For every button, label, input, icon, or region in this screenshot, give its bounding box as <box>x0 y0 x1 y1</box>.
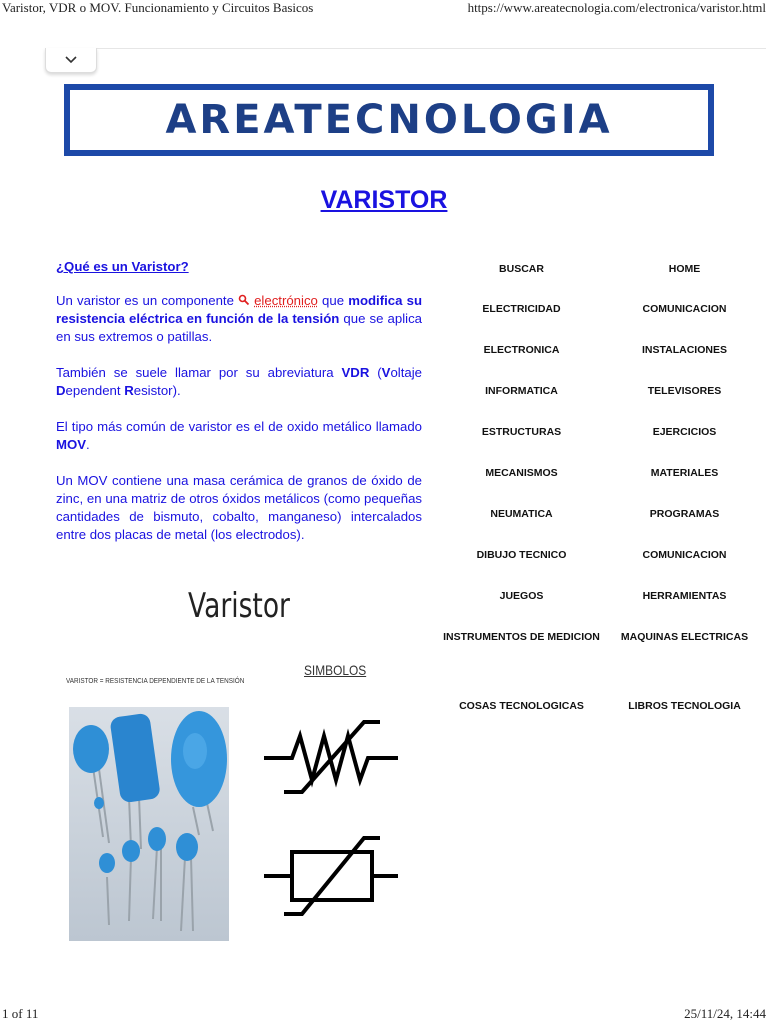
nav-link-programas[interactable]: PROGRAMAS <box>649 508 720 520</box>
nav-link-libros-tecnologia[interactable]: LIBROS TECNOLOGIA <box>628 700 741 712</box>
nav-row <box>440 695 766 745</box>
nav-link-materiales[interactable]: MATERIALES <box>650 467 719 479</box>
nav-link-dibujo-tecnico[interactable]: DIBUJO TECNICO <box>476 549 567 561</box>
nav-link-electricidad[interactable]: ELECTRICIDAD <box>482 303 561 315</box>
article-content <box>56 258 422 562</box>
nav-row <box>440 380 766 421</box>
nav-row <box>440 258 766 298</box>
nav-row <box>440 421 766 462</box>
page-title-link[interactable]: VARISTOR <box>320 186 448 214</box>
nav-link-home[interactable]: HOME <box>668 263 701 275</box>
nav-link-comunicacion[interactable]: COMUNICACION <box>642 549 727 561</box>
varistor-photo-drawing <box>69 707 229 941</box>
paragraph-composition: Un MOV contiene una masa cerámica de granos de óxido de zinc, en una matriz de otros óxidos metálicos (como pequeñas cantidades de bismuto, cobalto, manganeso) intercalados entre dos placas de metal (los electrodos). <box>56 473 422 542</box>
nav-link-mecanismos[interactable]: MECANISMOS <box>485 467 558 479</box>
nav-link-cosas-tecnologicas[interactable]: COSAS TECNOLOGICAS <box>459 700 584 712</box>
nav-row <box>440 585 766 626</box>
nav-link-juegos[interactable]: JUEGOS <box>499 590 544 602</box>
print-header-title: Varistor, VDR o MOV. Funcionamiento y Circuitos Basicos <box>2 0 314 15</box>
nav-link-neumatica[interactable]: NEUMATICA <box>490 508 553 520</box>
figure-heading: Varistor <box>188 586 290 626</box>
symbols-label: SIMBOLOS <box>304 662 367 678</box>
nav-row <box>440 298 766 339</box>
expand-menu-button[interactable] <box>45 48 97 73</box>
nav-link-instrumentos-de-medicion[interactable]: INSTRUMENTOS DE MEDICION <box>443 631 600 643</box>
nav-link-ejercicios[interactable]: EJERCICIOS <box>652 426 717 438</box>
question-heading[interactable]: ¿Qué es un Varistor? <box>56 259 189 274</box>
logo-text: AREATECNOLOGIA <box>165 97 613 143</box>
varistor-symbol-zigzag <box>262 716 402 798</box>
nav-row <box>440 503 766 544</box>
paragraph-mov: El tipo más común de varistor es el de oxido metálico llamado MOV. <box>56 419 422 452</box>
logo-inner <box>70 90 708 150</box>
paragraph-definition: Un varistor es un componente electrónico que modifica su resistencia eléctrica en función de la tensión que se aplica en sus extremos o patillas. <box>56 293 422 344</box>
varistor-symbol-box <box>262 830 402 920</box>
paragraph-vdr: También se suele llamar por su abreviatura VDR (Voltaje Dependent Resistor). <box>56 365 422 398</box>
nav-link-comunicacion[interactable]: COMUNICACION <box>642 303 727 315</box>
nav-link-buscar[interactable]: BUSCAR <box>499 263 544 275</box>
site-navigation <box>440 258 766 745</box>
figure-caption: VARISTOR = RESISTENCIA DEPENDIENTE DE LA TENSIÓN <box>66 676 245 685</box>
nav-row <box>440 462 766 503</box>
top-divider <box>46 48 766 49</box>
nav-link-herramientas[interactable]: HERRAMIENTAS <box>642 590 727 602</box>
nav-link-maquinas-electricas[interactable]: MAQUINAS ELECTRICAS <box>620 631 749 643</box>
nav-link-televisores[interactable]: TELEVISORES <box>647 385 722 397</box>
nav-row <box>440 544 766 585</box>
nav-row <box>440 626 766 695</box>
nav-link-instalaciones[interactable]: INSTALACIONES <box>642 344 727 356</box>
nav-link-estructuras[interactable]: ESTRUCTURAS <box>481 426 562 438</box>
nav-link-electronica[interactable]: ELECTRONICA <box>483 344 560 356</box>
search-icon <box>238 294 250 306</box>
print-footer-datetime: 25/11/24, 14:44 <box>684 1006 766 1021</box>
chevron-down-icon <box>64 55 78 65</box>
site-logo[interactable] <box>64 84 714 156</box>
print-footer-page: 1 of 11 <box>2 1006 39 1021</box>
nav-link-informatica[interactable]: INFORMATICA <box>485 385 558 397</box>
nav-row <box>440 339 766 380</box>
page-title <box>0 186 768 215</box>
varistor-photo <box>69 707 229 941</box>
electronico-link[interactable]: electrónico <box>254 293 318 308</box>
print-header-url: https://www.areatecnologia.com/electronica/varistor.html <box>467 0 766 15</box>
